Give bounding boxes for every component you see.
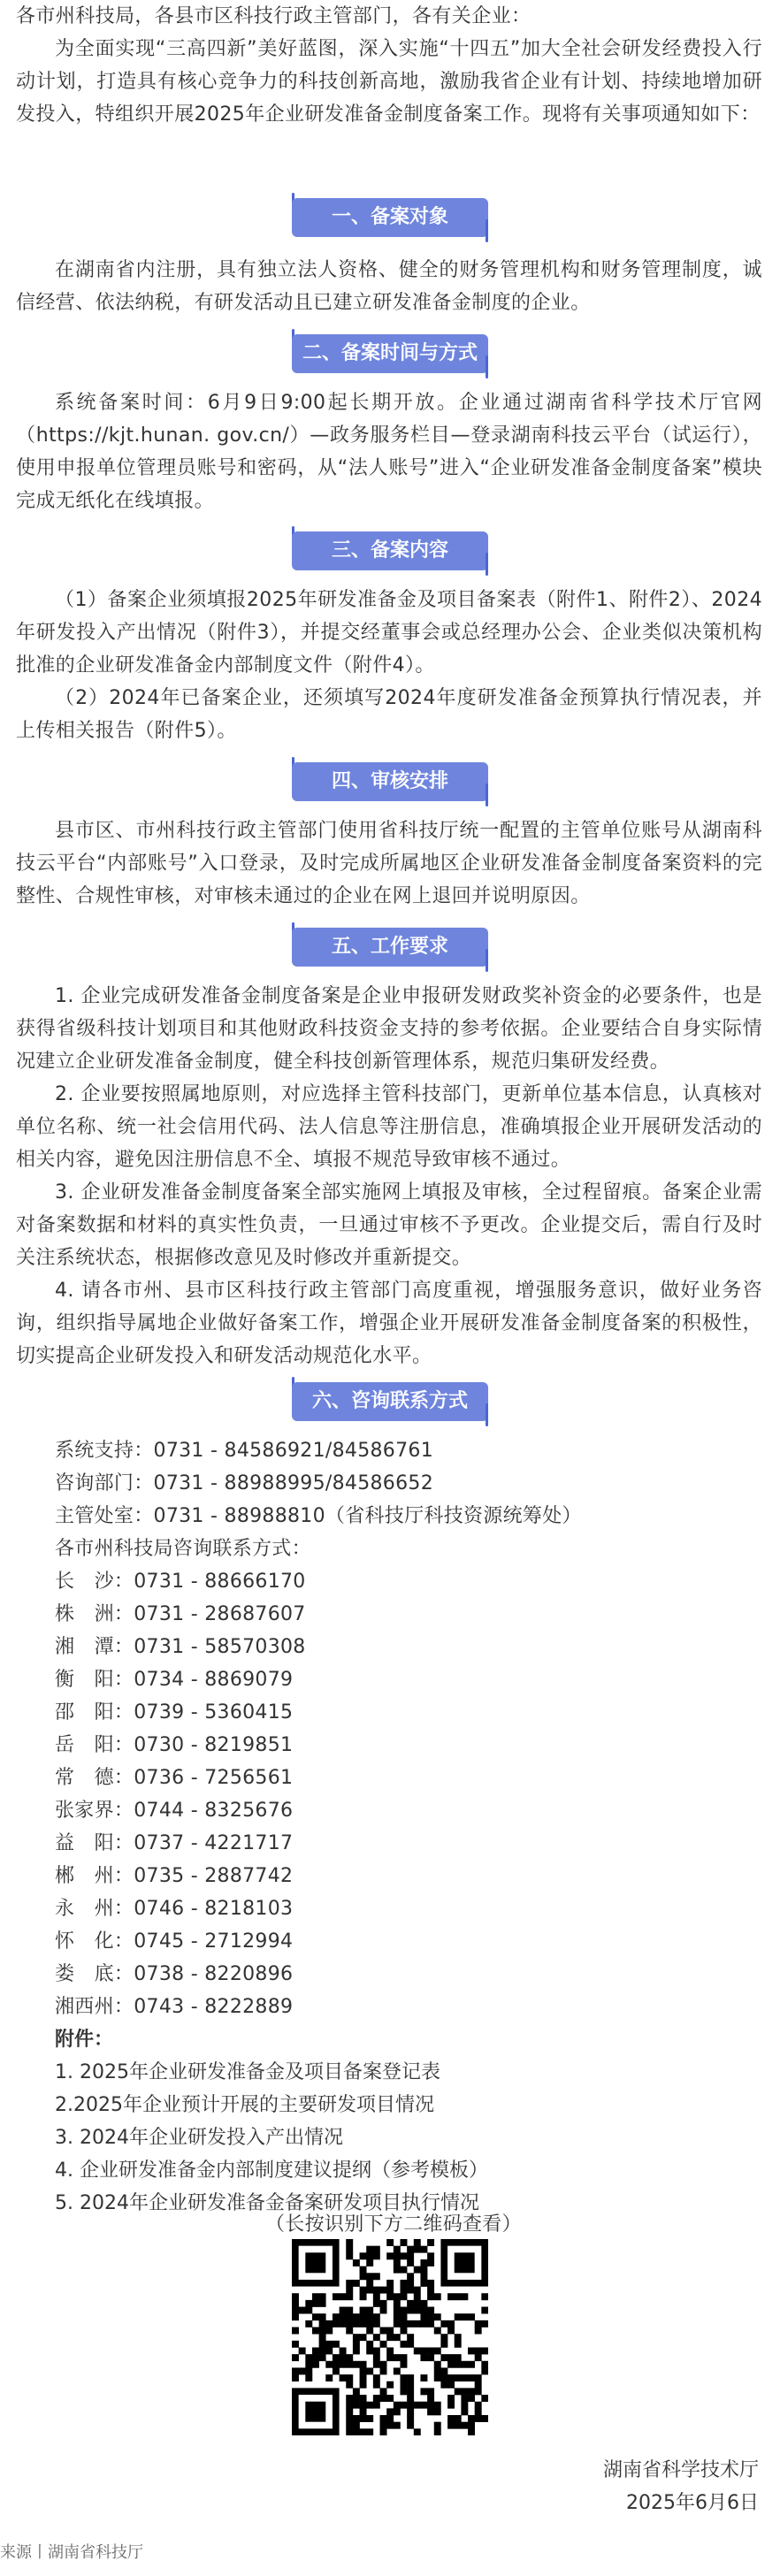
section-paragraph: 2. 企业要按照属地原则，对应选择主管科技部门，更新单位基本信息，认真核对单位名称、统一社会信用代码、法人信息等注册信息，准确填报企业开展研发活动的相关内容，避免因注册信息不全、填报不规范导致审核不通过。 [16,1083,762,1171]
city-contact: 郴 州：0735 - 2887742 [55,1865,294,1887]
heading-accent-right [486,949,488,972]
section-title: 二、备案时间与方式 [292,334,488,373]
section-paragraph: 系统备案时间：6月9日9:00起长期开放。企业通过湖南省科学技术厅官网（https://kjt.hunan. gov.cn/）—政务服务栏目—登录湖南科技云平台（试运行），使用申报单位管理员账号和密码，从“法人账号”进入“企业研发准备金制度备案”模块完成无纸化在线填报。 [16,392,762,512]
city-contact: 岳 阳：0730 - 8219851 [55,1734,294,1756]
section-paragraph: 4. 请各市州、县市区科技行政主管部门高度重视，增强服务意识，做好业务咨询，组织指导属地企业做好备案工作，增强企业开展研发准备金制度备案的积极性，切实提高企业研发投入和研发活动规范化水平。 [16,1280,762,1367]
heading-accent-right [486,1403,488,1426]
heading-accent-right [486,784,488,806]
section-heading-1 [0,193,780,242]
section-title: 三、备案内容 [292,531,488,570]
source-line: 来源丨湖南省科技厅 [0,2543,143,2562]
attachment-item: 2.2025年企业预计开展的主要研发项目情况 [55,2094,434,2116]
qr-code-image[interactable] [292,2239,488,2435]
heading-accent-right [486,355,488,378]
section-paragraph: （2）2024年已备案企业，还须填写2024年度研发准备金预算执行情况表，并上传相关报告（附件5）。 [16,687,762,742]
section-paragraph: 在湖南省内注册，具有独立法人资格、健全的财务管理机构和财务管理制度，诚信经营、依法纳税，有研发活动且已建立研发准备金制度的企业。 [16,259,762,314]
city-contact: 衡 阳：0734 - 8869079 [55,1669,294,1691]
city-contact: 益 阳：0737 - 4221717 [55,1832,294,1854]
section-paragraph: 1. 企业完成研发准备金制度备案是企业申报研发财政奖补资金的必要条件，也是获得省级科技计划项目和其他财政科技资金支持的参考依据。企业要结合自身实际情况建立企业研发准备金制度，健全科技创新管理体系，规范归集研发经费。 [16,985,762,1073]
section-paragraph: （1）备案企业须填报2025年研发准备金及项目备案表（附件1、附件2）、2024年研发投入产出情况（附件3），并提交经董事会或总经理办公会、企业类似决策机构批准的企业研发准备金内部制度文件（附件4）。 [16,589,762,676]
signature-date: 2025年6月6日 [626,2492,759,2514]
city-contact: 娄 底：0738 - 8220896 [55,1963,294,1985]
city-contact: 怀 化：0745 - 2712994 [55,1930,294,1953]
section-title: 一、备案对象 [292,198,488,237]
contact-line: 咨询部门：0731 - 88988995/84586652 [55,1472,433,1494]
section-heading-2 [0,329,780,378]
section-heading-5 [0,922,780,972]
heading-accent-right [486,219,488,242]
city-contact: 张家界：0744 - 8325676 [55,1800,294,1822]
signature-org: 湖南省科学技术厅 [602,2459,759,2481]
attachment-item: 5. 2024年企业研发准备金备案研发项目执行情况 [55,2192,479,2214]
city-contact: 常 德：0736 - 7256561 [55,1767,294,1789]
heading-accent-right [486,553,488,576]
city-contact-header: 各市州科技局咨询联系方式： [55,1538,311,1560]
city-contact: 长 沙：0731 - 88666170 [55,1571,306,1593]
attachment-item: 3. 2024年企业研发投入产出情况 [55,2127,343,2149]
section-heading-3 [0,526,780,576]
section-heading-6 [0,1377,780,1426]
attachment-item: 4. 企业研发准备金内部制度建议提纲（参考模板） [55,2159,488,2182]
qr-code-icon [292,2239,488,2435]
section-title: 四、审核安排 [292,762,488,801]
attachments-title: 附件： [55,2029,114,2051]
contact-line: 主管处室：0731 - 88988810（省科技厅科技资源统筹处） [55,1505,582,1527]
section-title: 五、工作要求 [292,928,488,967]
section-title: 六、咨询联系方式 [292,1382,488,1421]
city-contact: 永 州：0746 - 8218103 [55,1898,294,1920]
city-contact: 湘西州：0743 - 8222889 [55,1996,294,2018]
section-paragraph: 3. 企业研发准备金制度备案全部实施网上填报及审核，全过程留痕。备案企业需对备案数据和材料的真实性负责，一旦通过审核不予更改。企业提交后，需自行及时关注系统状态，根据修改意见及时修改并重新提交。 [16,1181,762,1269]
qr-caption: （长按识别下方二维码查看） [265,2213,522,2236]
city-contact: 湘 潭：0731 - 58570308 [55,1636,306,1658]
attachment-item: 1. 2025年企业研发准备金及项目备案登记表 [55,2061,440,2083]
section-paragraph: 县市区、市州科技行政主管部门使用省科技厅统一配置的主管单位账号从湖南科技云平台“内部账号”入口登录，及时完成所属地区企业研发准备金制度备案资料的完整性、合规性审核，对审核未通过的企业在网上退回并说明原因。 [16,820,762,907]
contact-line: 系统支持：0731 - 84586921/84586761 [55,1440,433,1462]
salutation: 各市州科技局，各县市区科技行政主管部门，各有关企业： [16,5,531,27]
city-contact: 株 洲：0731 - 28687607 [55,1603,306,1625]
intro-paragraph: 为全面实现“三高四新”美好蓝图，深入实施“十四五”加大全社会研发经费投入行动计划，打造具有核心竞争力的科技创新高地，激励我省企业有计划、持续地增加研发投入，特组织开展2025年企业研发准备金制度备案工作。现将有关事项通知如下： [16,38,762,126]
city-contact: 邵 阳：0739 - 5360415 [55,1701,294,1724]
section-heading-4 [0,757,780,806]
